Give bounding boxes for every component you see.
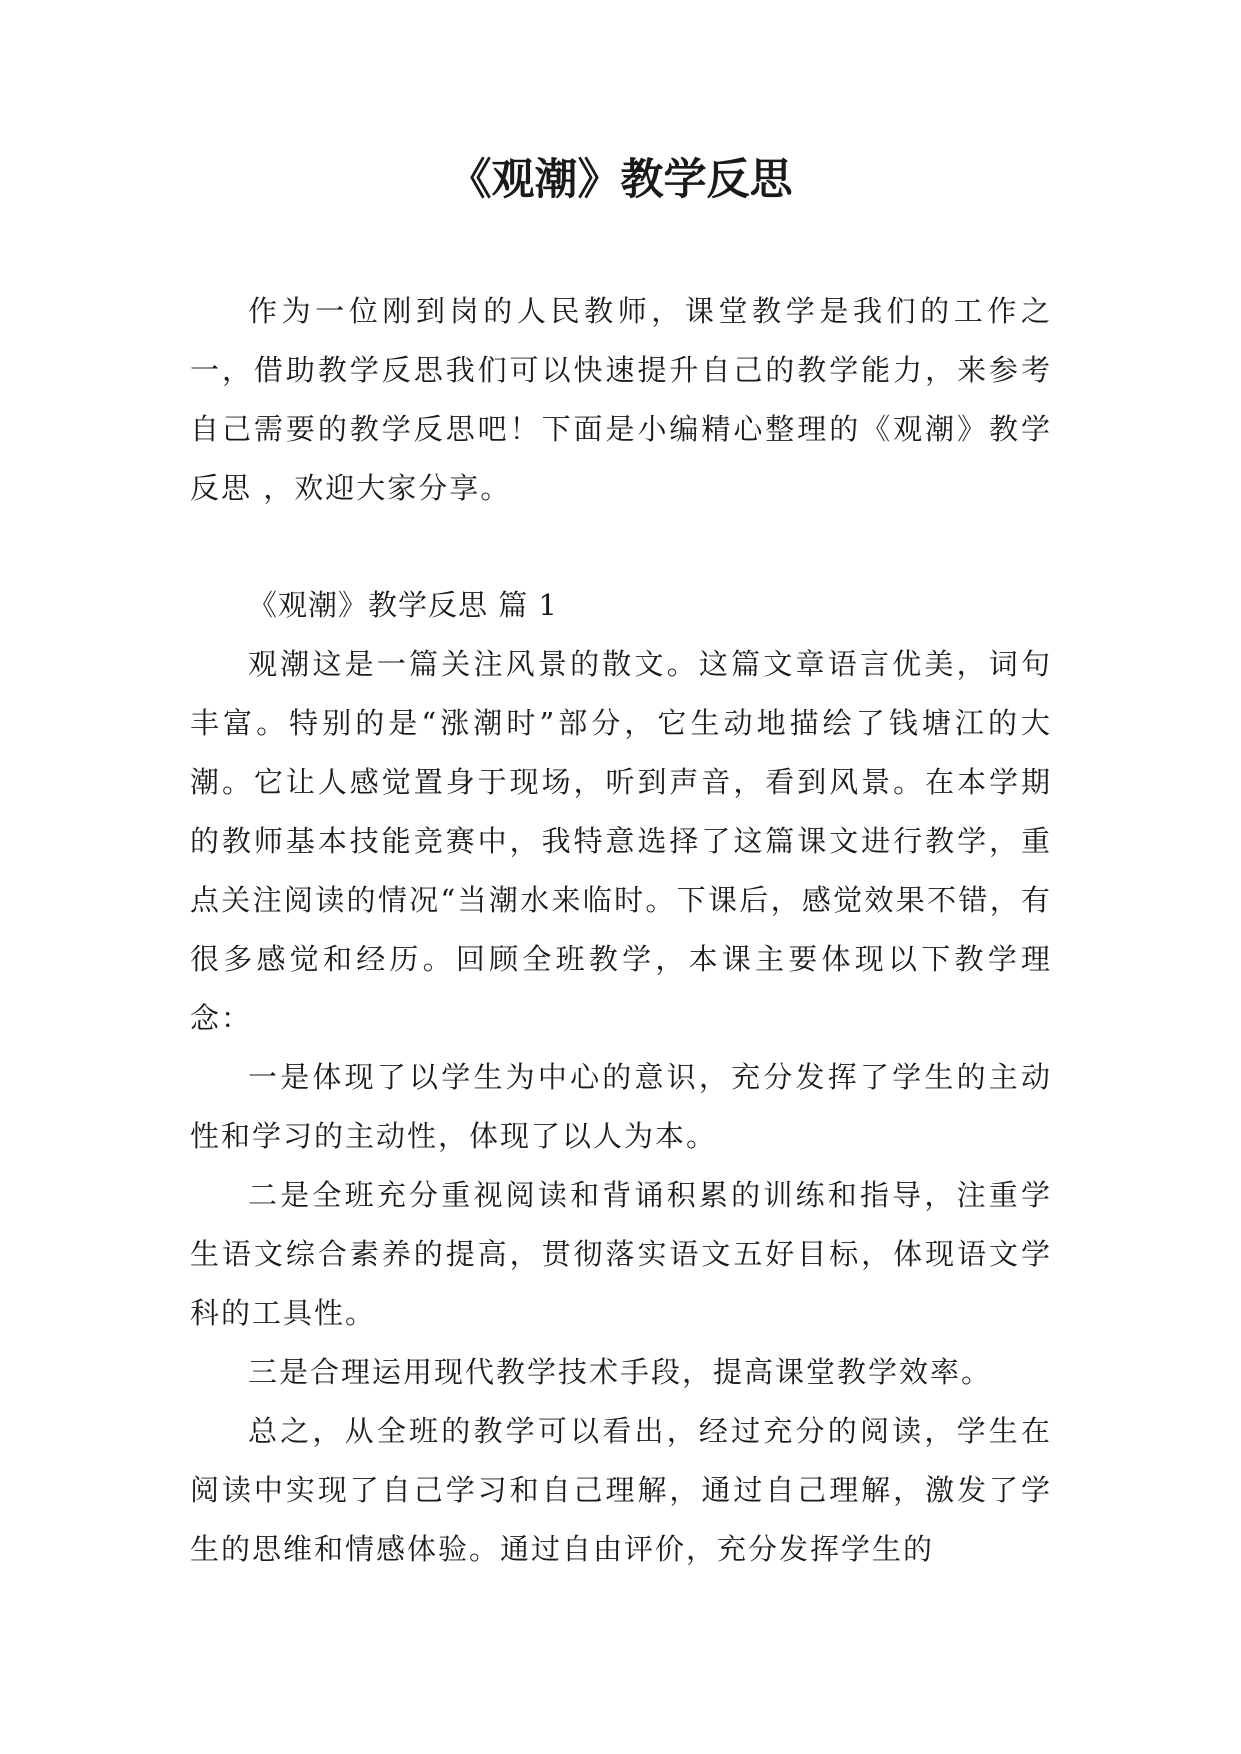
intro-block xyxy=(190,282,1052,518)
section-content xyxy=(190,576,1052,1579)
paragraph-2: 一是体现了以学生为中心的意识，充分发挥了学生的主动性和学习的主动性，体现了以人为本。 xyxy=(190,1060,1052,1153)
paragraph-4: 三是合理运用现代教学技术手段，提高课堂教学效率。 xyxy=(248,1355,993,1389)
intro-paragraph: 作为一位刚到岗的人民教师，课堂教学是我们的工作之一，借助教学反思我们可以快速提升自己的教学能力，来参考自己需要的教学反思吧！下面是小编精心整理的《观潮》教学反思 ，欢迎大家分享。 xyxy=(190,294,1052,505)
paragraph-3: 二是全班充分重视阅读和背诵积累的训练和指导，注重学生语文综合素养的提高，贯彻落实语文五好目标，体现语文学科的工具性。 xyxy=(190,1178,1052,1330)
paragraph-5: 总之，从全班的教学可以看出，经过充分的阅读，学生在阅读中实现了自己学习和自己理解，通过自己理解，激发了学生的思维和情感体验。通过自由评价，充分发挥学生的 xyxy=(190,1414,1052,1566)
document-title: 《观潮》教学反思 xyxy=(448,155,793,205)
paragraph-1: 观潮这是一篇关注风景的散文。这篇文章语言优美，词句丰富。特别的是“涨潮时”部分，它生动地描绘了钱塘江的大潮。它让人感觉置身于现场，听到声音，看到风景。在本学期的教师基本技能竞赛中，我特意选择了这篇课文进行教学，重点关注阅读的情况“当潮水来临时。下课后，感觉效果不错，有很多感觉和经历。回顾全班教学，本课主要体现以下教学理念： xyxy=(190,647,1052,1035)
section-heading: 《观潮》教学反思 篇 1 xyxy=(248,588,558,622)
